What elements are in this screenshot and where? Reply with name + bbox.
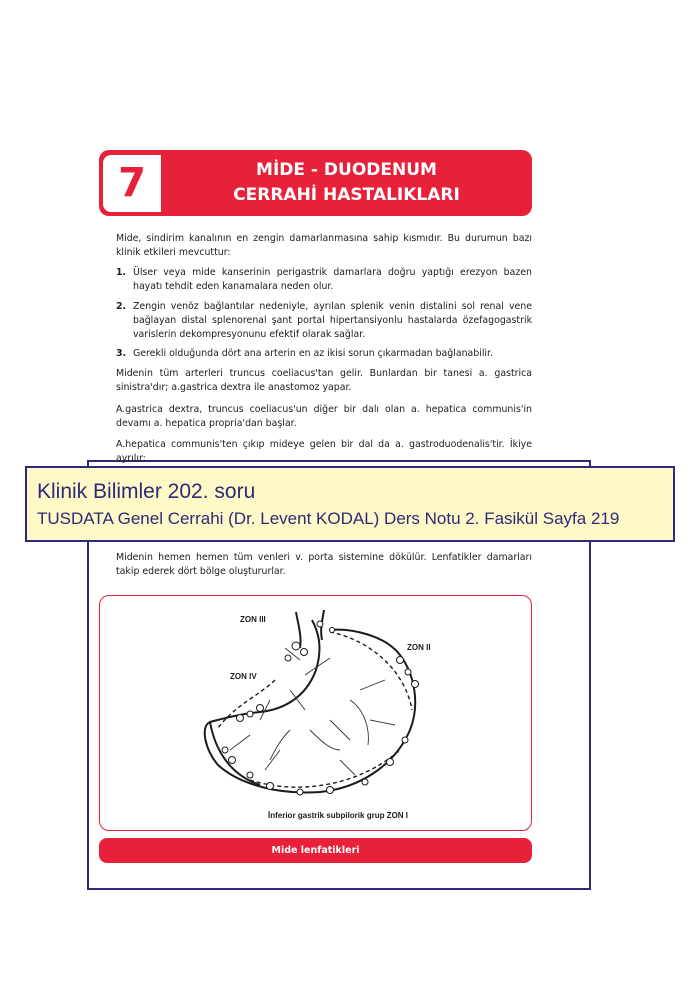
paragraph-gastrica-dextra: A.gastrica dextra, truncus coeliacus'un diğer bir dalı olan a. hepatica communis'in devamı a. hepatica propria'dan başlar. <box>116 404 532 429</box>
chapter-title <box>169 158 524 208</box>
chapter-header <box>99 150 532 216</box>
paragraph-venous: Midenin hemen hemen tüm venleri v. porta sistemine dökülür. Lenfatikler damarları takip ederek dört bölge oluştururlar. <box>116 552 532 577</box>
stomach-lymphatics-figure <box>100 600 532 830</box>
list-number: 1. <box>116 267 127 278</box>
zone-iii-label: ZON III <box>240 615 266 624</box>
list-text: Ülser veya mide kanserinin perigastrik damarlara doğru yaptığı erezyon bazen hayatı tehdit eden kanamalara neden olur. <box>133 267 532 292</box>
list-text: Gerekli olduğunda dört ana arterin en az ikisi sorun çıkarmadan bağlanabilir. <box>133 348 493 359</box>
figure-caption-bar: Mide lenfatikleri <box>99 838 532 863</box>
chapter-title-line2: CERRAHİ HASTALIKLARI <box>233 185 460 205</box>
zone-i-caption: İnferior gastrik subpilorik grup ZON I <box>268 811 409 820</box>
zone-ii-label: ZON II <box>407 643 431 652</box>
list-text: Zengin venöz bağlantılar nedeniyle, ayrılan splenik venin distalini sol renal vene bağlayan distal splenorenal şant portal hipertansiyonlu hastalarda özefagogastrik varislerin dekompresyonunu efektif olarak sağlar. <box>133 301 532 340</box>
paragraph-arteries: Midenin tüm arterleri truncus coeliacus'tan gelir. Bunlardan bir tanesi a. gastrica sinistra'dır; a.gastrica dextra ile anastomoz yapar. <box>116 368 532 393</box>
list-number: 3. <box>116 348 127 359</box>
list-number: 2. <box>116 301 127 312</box>
paragraph-hepatica: A.hepatica communis'ten çıkıp mideye gelen bir dal da a. gastroduodenalis'tir. İkiye ayrılır: <box>116 439 532 464</box>
zone-iv-label: ZON IV <box>230 672 257 681</box>
question-reference-box <box>25 466 675 542</box>
question-source: TUSDATA Genel Cerrahi (Dr. Levent KODAL) Ders Notu 2. Fasikül Sayfa 219 <box>37 509 620 528</box>
list-item <box>116 347 532 361</box>
intro-paragraph: Mide, sindirim kanalının en zengin damarlanmasına sahip kısmıdır. Bu durumun bazı klinik etkileri mevcuttur: <box>116 233 532 258</box>
list-item <box>116 300 532 342</box>
question-title: Klinik Bilimler 202. soru <box>37 480 256 503</box>
chapter-number: 7 <box>103 155 161 212</box>
list-item <box>116 266 532 294</box>
chapter-title-line1: MİDE - DUODENUM <box>256 160 437 180</box>
